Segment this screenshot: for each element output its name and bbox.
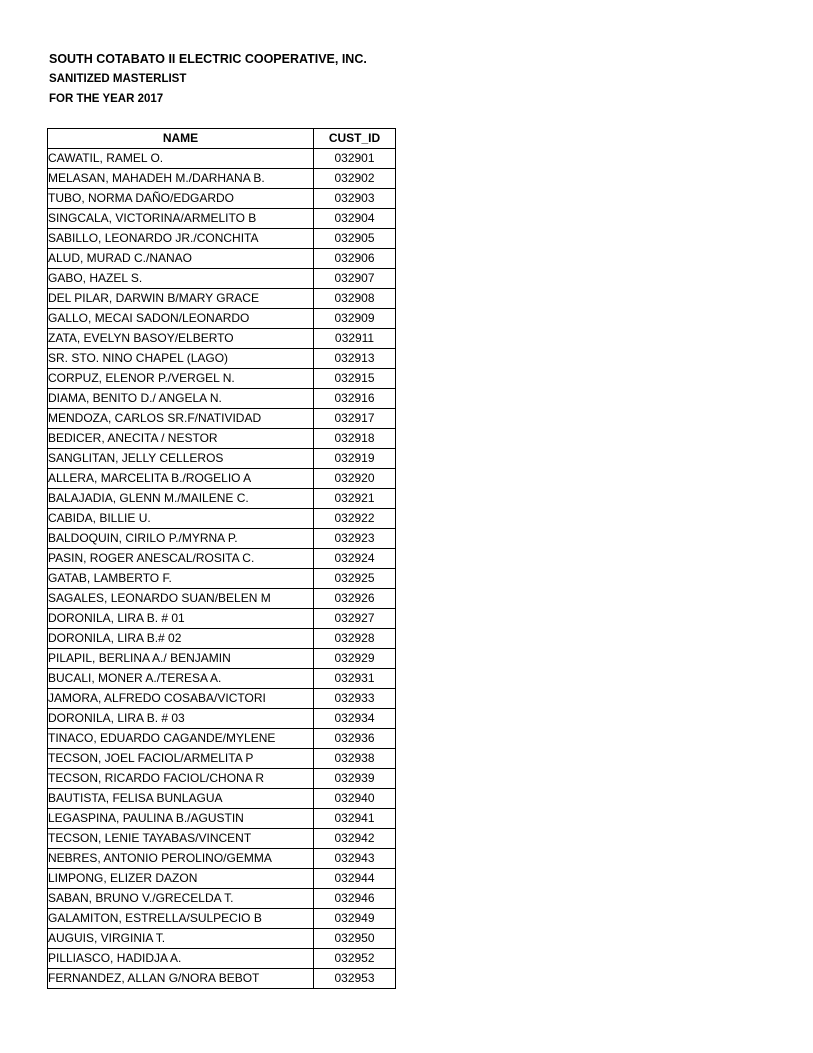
customer-id-cell: 032903 [314, 189, 396, 209]
customer-name-cell: BALDOQUIN, CIRILO P./MYRNA P. [48, 529, 314, 549]
table-body [48, 149, 396, 989]
table-row [48, 629, 396, 649]
table-row [48, 369, 396, 389]
table-row [48, 469, 396, 489]
table-row [48, 889, 396, 909]
customer-name-cell: DEL PILAR, DARWIN B/MARY GRACE [48, 289, 314, 309]
table-row [48, 449, 396, 469]
table-row [48, 969, 396, 989]
customer-id-cell: 032933 [314, 689, 396, 709]
customer-id-cell: 032929 [314, 649, 396, 669]
table-row [48, 209, 396, 229]
customer-name-cell: AUGUIS, VIRGINIA T. [48, 929, 314, 949]
table-row [48, 249, 396, 269]
customer-name-cell: DORONILA, LIRA B. # 03 [48, 709, 314, 729]
table-row [48, 809, 396, 829]
customer-name-cell: ZATA, EVELYN BASOY/ELBERTO [48, 329, 314, 349]
customer-id-cell: 032934 [314, 709, 396, 729]
table-row [48, 789, 396, 809]
customer-name-cell: NEBRES, ANTONIO PEROLINO/GEMMA [48, 849, 314, 869]
table-row [48, 149, 396, 169]
customer-id-cell: 032953 [314, 969, 396, 989]
customer-id-cell: 032941 [314, 809, 396, 829]
customer-name-cell: TECSON, JOEL FACIOL/ARMELITA P [48, 749, 314, 769]
table-row [48, 729, 396, 749]
customer-name-cell: DORONILA, LIRA B. # 01 [48, 609, 314, 629]
table-row [48, 309, 396, 329]
table-row [48, 229, 396, 249]
customer-id-cell: 032936 [314, 729, 396, 749]
customer-id-cell: 032920 [314, 469, 396, 489]
table-row [48, 169, 396, 189]
customer-name-cell: MELASAN, MAHADEH M./DARHANA B. [48, 169, 314, 189]
table-row [48, 829, 396, 849]
customer-id-cell: 032902 [314, 169, 396, 189]
table-row [48, 529, 396, 549]
customer-name-cell: SABAN, BRUNO V./GRECELDA T. [48, 889, 314, 909]
customer-name-cell: SR. STO. NINO CHAPEL (LAGO) [48, 349, 314, 369]
customer-id-cell: 032906 [314, 249, 396, 269]
masterlist-table [47, 128, 396, 989]
column-header-cust-id: CUST_ID [314, 129, 396, 149]
table-row [48, 289, 396, 309]
customer-id-cell: 032907 [314, 269, 396, 289]
document-header [49, 49, 367, 109]
customer-name-cell: DIAMA, BENITO D./ ANGELA N. [48, 389, 314, 409]
customer-id-cell: 032944 [314, 869, 396, 889]
customer-name-cell: ALUD, MURAD C./NANAO [48, 249, 314, 269]
customer-name-cell: PILLIASCO, HADIDJA A. [48, 949, 314, 969]
table-row [48, 689, 396, 709]
table-row [48, 569, 396, 589]
customer-name-cell: DORONILA, LIRA B.# 02 [48, 629, 314, 649]
customer-id-cell: 032917 [314, 409, 396, 429]
customer-name-cell: GATAB, LAMBERTO F. [48, 569, 314, 589]
customer-id-cell: 032908 [314, 289, 396, 309]
customer-name-cell: TINACO, EDUARDO CAGANDE/MYLENE [48, 729, 314, 749]
table-row [48, 549, 396, 569]
customer-id-cell: 032939 [314, 769, 396, 789]
table-row [48, 189, 396, 209]
organization-title: SOUTH COTABATO II ELECTRIC COOPERATIVE, INC. [49, 52, 367, 66]
customer-name-cell: PILAPIL, BERLINA A./ BENJAMIN [48, 649, 314, 669]
table-row [48, 869, 396, 889]
customer-id-cell: 032931 [314, 669, 396, 689]
customer-id-cell: 032901 [314, 149, 396, 169]
customer-id-cell: 032923 [314, 529, 396, 549]
customer-id-cell: 032927 [314, 609, 396, 629]
table-row [48, 749, 396, 769]
document-subtitle: SANITIZED MASTERLIST [49, 73, 187, 85]
customer-name-cell: PASIN, ROGER ANESCAL/ROSITA C. [48, 549, 314, 569]
customer-name-cell: BALAJADIA, GLENN M./MAILENE C. [48, 489, 314, 509]
table-row [48, 649, 396, 669]
customer-name-cell: GALLO, MECAI SADON/LEONARDO [48, 309, 314, 329]
table-row [48, 669, 396, 689]
customer-id-cell: 032926 [314, 589, 396, 609]
customer-id-cell: 032913 [314, 349, 396, 369]
customer-name-cell: BAUTISTA, FELISA BUNLAGUA [48, 789, 314, 809]
customer-id-cell: 032952 [314, 949, 396, 969]
table-row [48, 269, 396, 289]
customer-name-cell: CORPUZ, ELENOR P./VERGEL N. [48, 369, 314, 389]
customer-name-cell: CAWATIL, RAMEL O. [48, 149, 314, 169]
table-row [48, 509, 396, 529]
customer-id-cell: 032905 [314, 229, 396, 249]
column-header-name: NAME [48, 129, 314, 149]
table-row [48, 769, 396, 789]
customer-name-cell: LIMPONG, ELIZER DAZON [48, 869, 314, 889]
table-row [48, 589, 396, 609]
customer-name-cell: TECSON, RICARDO FACIOL/CHONA R [48, 769, 314, 789]
customer-name-cell: JAMORA, ALFREDO COSABA/VICTORI [48, 689, 314, 709]
customer-id-cell: 032928 [314, 629, 396, 649]
customer-name-cell: MENDOZA, CARLOS SR.F/NATIVIDAD [48, 409, 314, 429]
customer-name-cell: TUBO, NORMA DAÑO/EDGARDO [48, 189, 314, 209]
table-row [48, 409, 396, 429]
customer-id-cell: 032909 [314, 309, 396, 329]
customer-id-cell: 032938 [314, 749, 396, 769]
table-row [48, 709, 396, 729]
table-row [48, 929, 396, 949]
customer-id-cell: 032904 [314, 209, 396, 229]
customer-name-cell: GALAMITON, ESTRELLA/SULPECIO B [48, 909, 314, 929]
customer-id-cell: 032950 [314, 929, 396, 949]
customer-name-cell: GABO, HAZEL S. [48, 269, 314, 289]
customer-name-cell: TECSON, LENIE TAYABAS/VINCENT [48, 829, 314, 849]
customer-name-cell: ALLERA, MARCELITA B./ROGELIO A [48, 469, 314, 489]
customer-name-cell: FERNANDEZ, ALLAN G/NORA BEBOT [48, 969, 314, 989]
table-row [48, 489, 396, 509]
customer-name-cell: SABILLO, LEONARDO JR./CONCHITA [48, 229, 314, 249]
table-row [48, 389, 396, 409]
table-row [48, 429, 396, 449]
table-row [48, 909, 396, 929]
customer-id-cell: 032925 [314, 569, 396, 589]
customer-id-cell: 032942 [314, 829, 396, 849]
customer-id-cell: 032916 [314, 389, 396, 409]
table-row [48, 329, 396, 349]
customer-name-cell: LEGASPINA, PAULINA B./AGUSTIN [48, 809, 314, 829]
customer-id-cell: 032943 [314, 849, 396, 869]
customer-id-cell: 032919 [314, 449, 396, 469]
customer-id-cell: 032915 [314, 369, 396, 389]
customer-name-cell: BUCALI, MONER A./TERESA A. [48, 669, 314, 689]
document-year: FOR THE YEAR 2017 [49, 93, 164, 105]
customer-id-cell: 032946 [314, 889, 396, 909]
table-row [48, 349, 396, 369]
customer-id-cell: 032924 [314, 549, 396, 569]
customer-id-cell: 032921 [314, 489, 396, 509]
table-header-row [48, 129, 396, 149]
customer-name-cell: SAGALES, LEONARDO SUAN/BELEN M [48, 589, 314, 609]
customer-id-cell: 032940 [314, 789, 396, 809]
customer-name-cell: BEDICER, ANECITA / NESTOR [48, 429, 314, 449]
customer-id-cell: 032922 [314, 509, 396, 529]
customer-id-cell: 032911 [314, 329, 396, 349]
table-row [48, 949, 396, 969]
customer-name-cell: SINGCALA, VICTORINA/ARMELITO B [48, 209, 314, 229]
table-row [48, 609, 396, 629]
customer-id-cell: 032918 [314, 429, 396, 449]
customer-id-cell: 032949 [314, 909, 396, 929]
customer-name-cell: SANGLITAN, JELLY CELLEROS [48, 449, 314, 469]
table-row [48, 849, 396, 869]
customer-name-cell: CABIDA, BILLIE U. [48, 509, 314, 529]
